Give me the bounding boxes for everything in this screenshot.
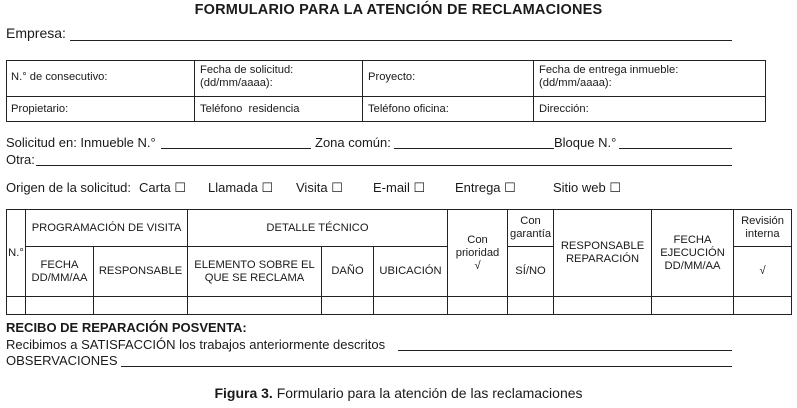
col-con-prioridad: Con prioridad √ — [448, 210, 508, 297]
option-entrega[interactable]: Entrega ☐ — [455, 180, 516, 195]
zona-comun-field[interactable] — [394, 148, 554, 149]
col-fecha-ejecucion: FECHA EJECUCIÓN DD/MM/AA — [652, 210, 734, 297]
table-cell[interactable] — [374, 297, 448, 315]
col-revision-interna: Revisión interna — [734, 210, 792, 247]
table-cell[interactable] — [508, 297, 554, 315]
observaciones-field[interactable] — [121, 366, 732, 367]
checkbox-icon[interactable]: ☐ — [609, 180, 622, 195]
consecutivo-label[interactable]: N.° de consecutivo: — [11, 71, 108, 83]
col-fecha: FECHA DD/MM/AA — [26, 247, 94, 297]
empresa-label: Empresa: — [6, 25, 66, 41]
col-detalle: DETALLE TÉCNICO — [188, 210, 448, 247]
col-elemento: ELEMENTO SOBRE EL QUE SE RECLAMA — [188, 247, 322, 297]
option-carta[interactable]: Carta ☐ — [139, 180, 187, 195]
propietario-label[interactable]: Propietario: — [11, 103, 69, 115]
col-dano: DAÑO — [322, 247, 374, 297]
table-cell[interactable] — [7, 297, 26, 315]
direccion-label[interactable]: Dirección: — [539, 103, 589, 115]
recibo-line1-field[interactable] — [398, 350, 732, 351]
recibo-heading: RECIBO DE REPARACIÓN POSVENTA: — [6, 320, 247, 335]
table-cell[interactable] — [652, 297, 734, 315]
col-n: N.° — [7, 210, 26, 297]
info-grid-col-divider — [362, 60, 363, 121]
reclamaciones-table — [6, 209, 792, 315]
checkbox-icon[interactable]: ☐ — [413, 180, 426, 195]
table-cell[interactable] — [188, 297, 322, 315]
option-sitio-web[interactable]: Sitio web ☐ — [553, 180, 622, 195]
col-ubicacion: UBICACIÓN — [374, 247, 448, 297]
bloque-field[interactable] — [619, 148, 732, 149]
empresa-field[interactable] — [70, 40, 732, 41]
telefono-oficina-label[interactable]: Teléfono oficina: — [368, 103, 449, 115]
option-llamada[interactable]: Llamada ☐ — [208, 180, 274, 195]
solicitud-label: Solicitud en: Inmueble N.° — [6, 135, 156, 150]
inmueble-field[interactable] — [161, 148, 311, 149]
fecha-solicitud-label[interactable]: Fecha de solicitud: (dd/mm/aaaa): — [200, 64, 294, 89]
otra-field[interactable] — [36, 165, 732, 166]
recibo-line1-label: Recibimos a SATISFACCIÓN los trabajos anteriormente descritos — [6, 337, 386, 352]
observaciones-label: OBSERVACIONES — [6, 353, 118, 368]
col-si-no: SÍ/NO — [508, 247, 554, 297]
checkbox-icon[interactable]: ☐ — [331, 180, 343, 195]
col-con-garantia: Con garantía — [508, 210, 554, 247]
otra-label: Otra: — [6, 152, 35, 167]
table-cell[interactable] — [322, 297, 374, 315]
checkbox-icon[interactable]: ☐ — [504, 180, 516, 195]
col-programacion: PROGRAMACIÓN DE VISITA — [26, 210, 188, 247]
checkbox-icon[interactable]: ☐ — [174, 180, 187, 195]
col-responsable: RESPONSABLE — [94, 247, 188, 297]
info-grid-col-divider — [533, 60, 534, 121]
checkbox-icon[interactable]: ☐ — [261, 180, 274, 195]
proyecto-label[interactable]: Proyecto: — [368, 71, 416, 83]
table-cell[interactable] — [734, 297, 792, 315]
option-visita[interactable]: Visita ☐ — [296, 180, 343, 195]
col-revision-check: √ — [734, 247, 792, 297]
origen-label: Origen de la solicitud: — [6, 180, 132, 195]
table-cell[interactable] — [94, 297, 188, 315]
table-cell[interactable] — [26, 297, 94, 315]
bloque-label: Bloque N.° — [554, 135, 617, 150]
info-grid-col-divider — [194, 60, 195, 121]
zona-comun-label: Zona común: — [315, 135, 391, 150]
telefono-residencia-label[interactable]: Teléfono residencia — [200, 103, 300, 115]
figure-caption: Figura 3. Formulario para la atención de las reclamaciones — [214, 385, 583, 401]
fecha-entrega-label[interactable]: Fecha de entrega inmueble: (dd/mm/aaaa): — [539, 64, 679, 89]
col-responsable-reparacion: RESPONSABLE REPARACIÓN — [554, 210, 652, 297]
table-row — [7, 297, 792, 315]
form-title: FORMULARIO PARA LA ATENCIÓN DE RECLAMACIONES — [194, 2, 603, 18]
info-grid-divider — [6, 96, 765, 97]
table-cell[interactable] — [448, 297, 508, 315]
table-cell[interactable] — [554, 297, 652, 315]
option-email[interactable]: E-mail ☐ — [373, 180, 426, 195]
